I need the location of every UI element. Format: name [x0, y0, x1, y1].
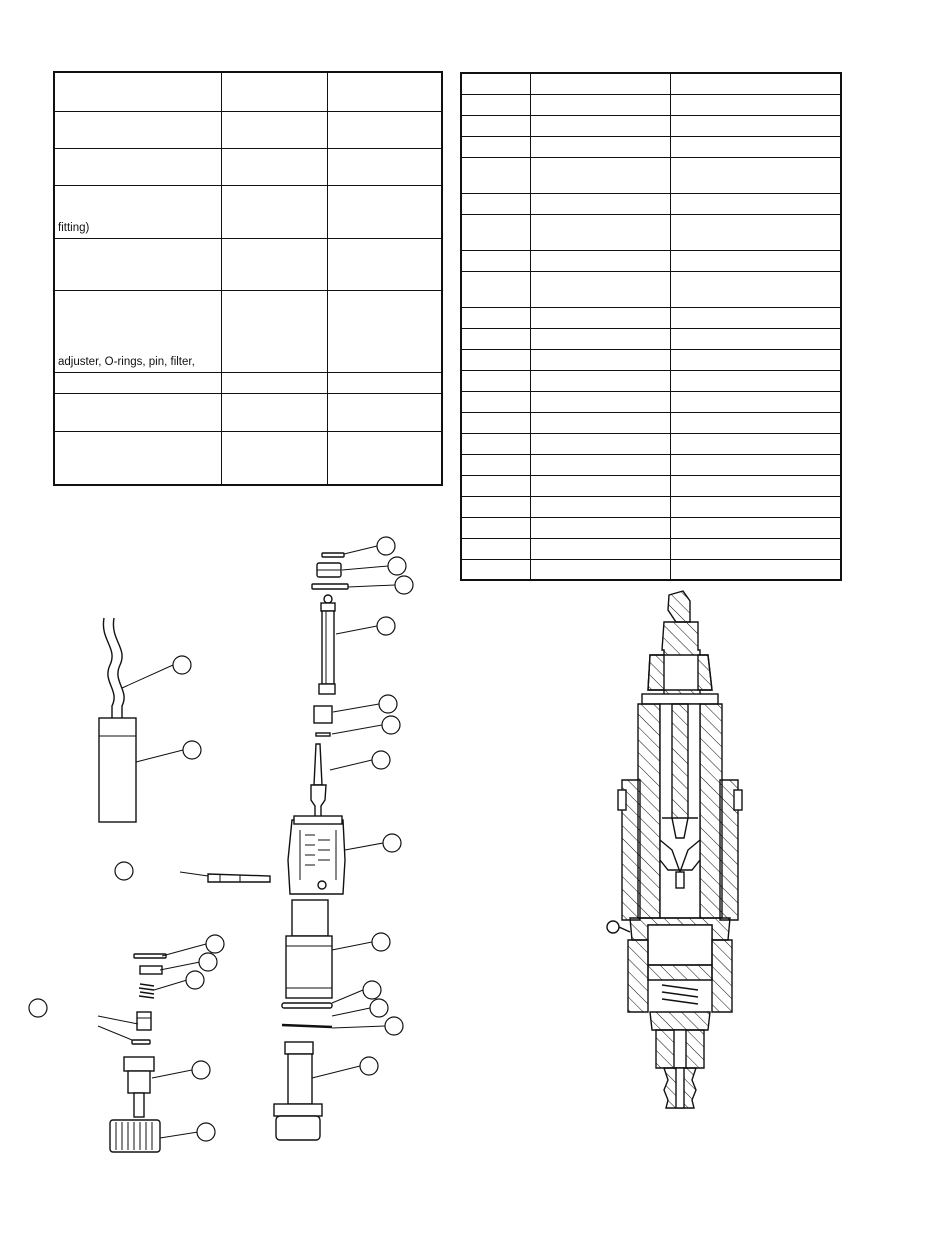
- leader-lines: [98, 546, 395, 1138]
- wire-part: [103, 618, 124, 718]
- table-cell: fitting): [54, 185, 221, 238]
- valve-pin-part: [311, 744, 326, 820]
- cross-section-diagram: [607, 591, 742, 1108]
- stem-part: [314, 595, 335, 736]
- pin-part: [180, 872, 270, 882]
- bottom-tube-part: [274, 1042, 322, 1140]
- callout-circles: [29, 537, 413, 1141]
- exploded-view-diagram: [29, 537, 413, 1152]
- fitting-part: [124, 1057, 154, 1117]
- cylinder-part: [286, 900, 332, 998]
- o-rings-part: [282, 1003, 332, 1027]
- knurled-nut-part: [110, 1120, 160, 1152]
- top-washers: [312, 553, 348, 589]
- adjuster-body-part: [288, 816, 345, 894]
- pad-part: [99, 718, 136, 822]
- small-parts-left: [132, 954, 166, 1044]
- table-cell: adjuster, O-rings, pin, filter,: [54, 290, 221, 372]
